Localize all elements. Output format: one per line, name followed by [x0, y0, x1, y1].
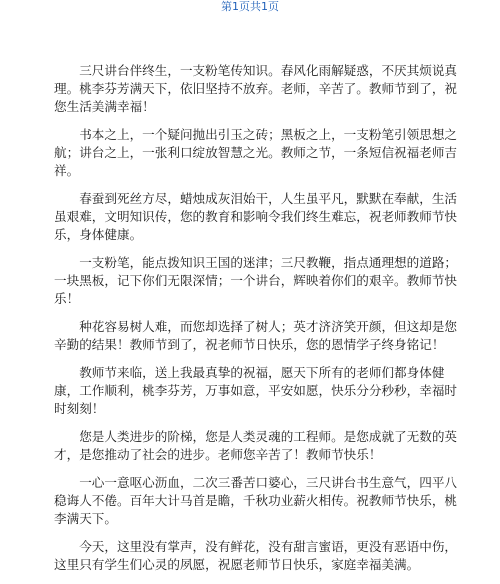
document-body — [54, 62, 458, 584]
paragraph: 春蚕到死丝方尽，蜡烛成灰泪始干，人生虽平凡，默默在奉献，生活虽艰难，文明知识传，您的教育和影响令我们终生难忘，祝老师教师节快乐，身体健康。 — [54, 191, 457, 242]
paragraph: 书本之上，一个疑问抛出引玉之砖；黑板之上，一支粉笔引领思想之航；讲台之上，一张利口绽放智慧之光。教师之节，一条短信祝福老师吉祥。 — [54, 127, 457, 178]
paragraph: 一心一意呕心沥血，二次三番苦口婆心，三尺讲台书生意气，四平八稳诲人不倦。百年大计马首是瞻，千秋功业薪火相传。祝教师节快乐，桃李满天下。 — [54, 475, 457, 526]
paragraph: 一支粉笔，能点拨知识王国的迷津；三尺教鞭，指点通理想的道路；一块黑板，记下你们无限深情；一个讲台，辉映着你们的艰辛。教师节快乐！ — [54, 255, 457, 306]
paragraph: 今天，这里没有掌声，没有鲜花，没有甜言蜜语，更没有恶语中伤，这里只有学生们心灵的夙愿，祝愿老师节日快乐，家庭幸福美满。 — [54, 539, 457, 572]
page-indicator: 第1页共1页 — [221, 0, 279, 13]
paragraph: 种花容易树人难，而您却选择了树人；英才济济笑开颜，但这却是您辛勤的结果！教师节到了，祝老师节日快乐，您的恩情学子终身铭记！ — [54, 319, 457, 352]
paragraph: 您是人类进步的阶梯，您是人类灵魂的工程师。是您成就了无数的英才，是您推动了社会的进步。老师您辛苦了！教师节快乐！ — [54, 429, 457, 462]
paragraph: 三尺讲台伴终生，一支粉笔传知识。春风化雨解疑惑，不厌其烦说真理。桃李芬芳满天下，依旧坚持不放弃。老师，辛苦了。教师节到了，祝您生活美满幸福！ — [54, 63, 457, 114]
paragraph: 教师节来临，送上我最真挚的祝福，愿天下所有的老师们都身体健康，工作顺利，桃李芬芳，万事如意，平安如愿，快乐分分秒秒，幸福时时刻刻！ — [54, 365, 457, 416]
